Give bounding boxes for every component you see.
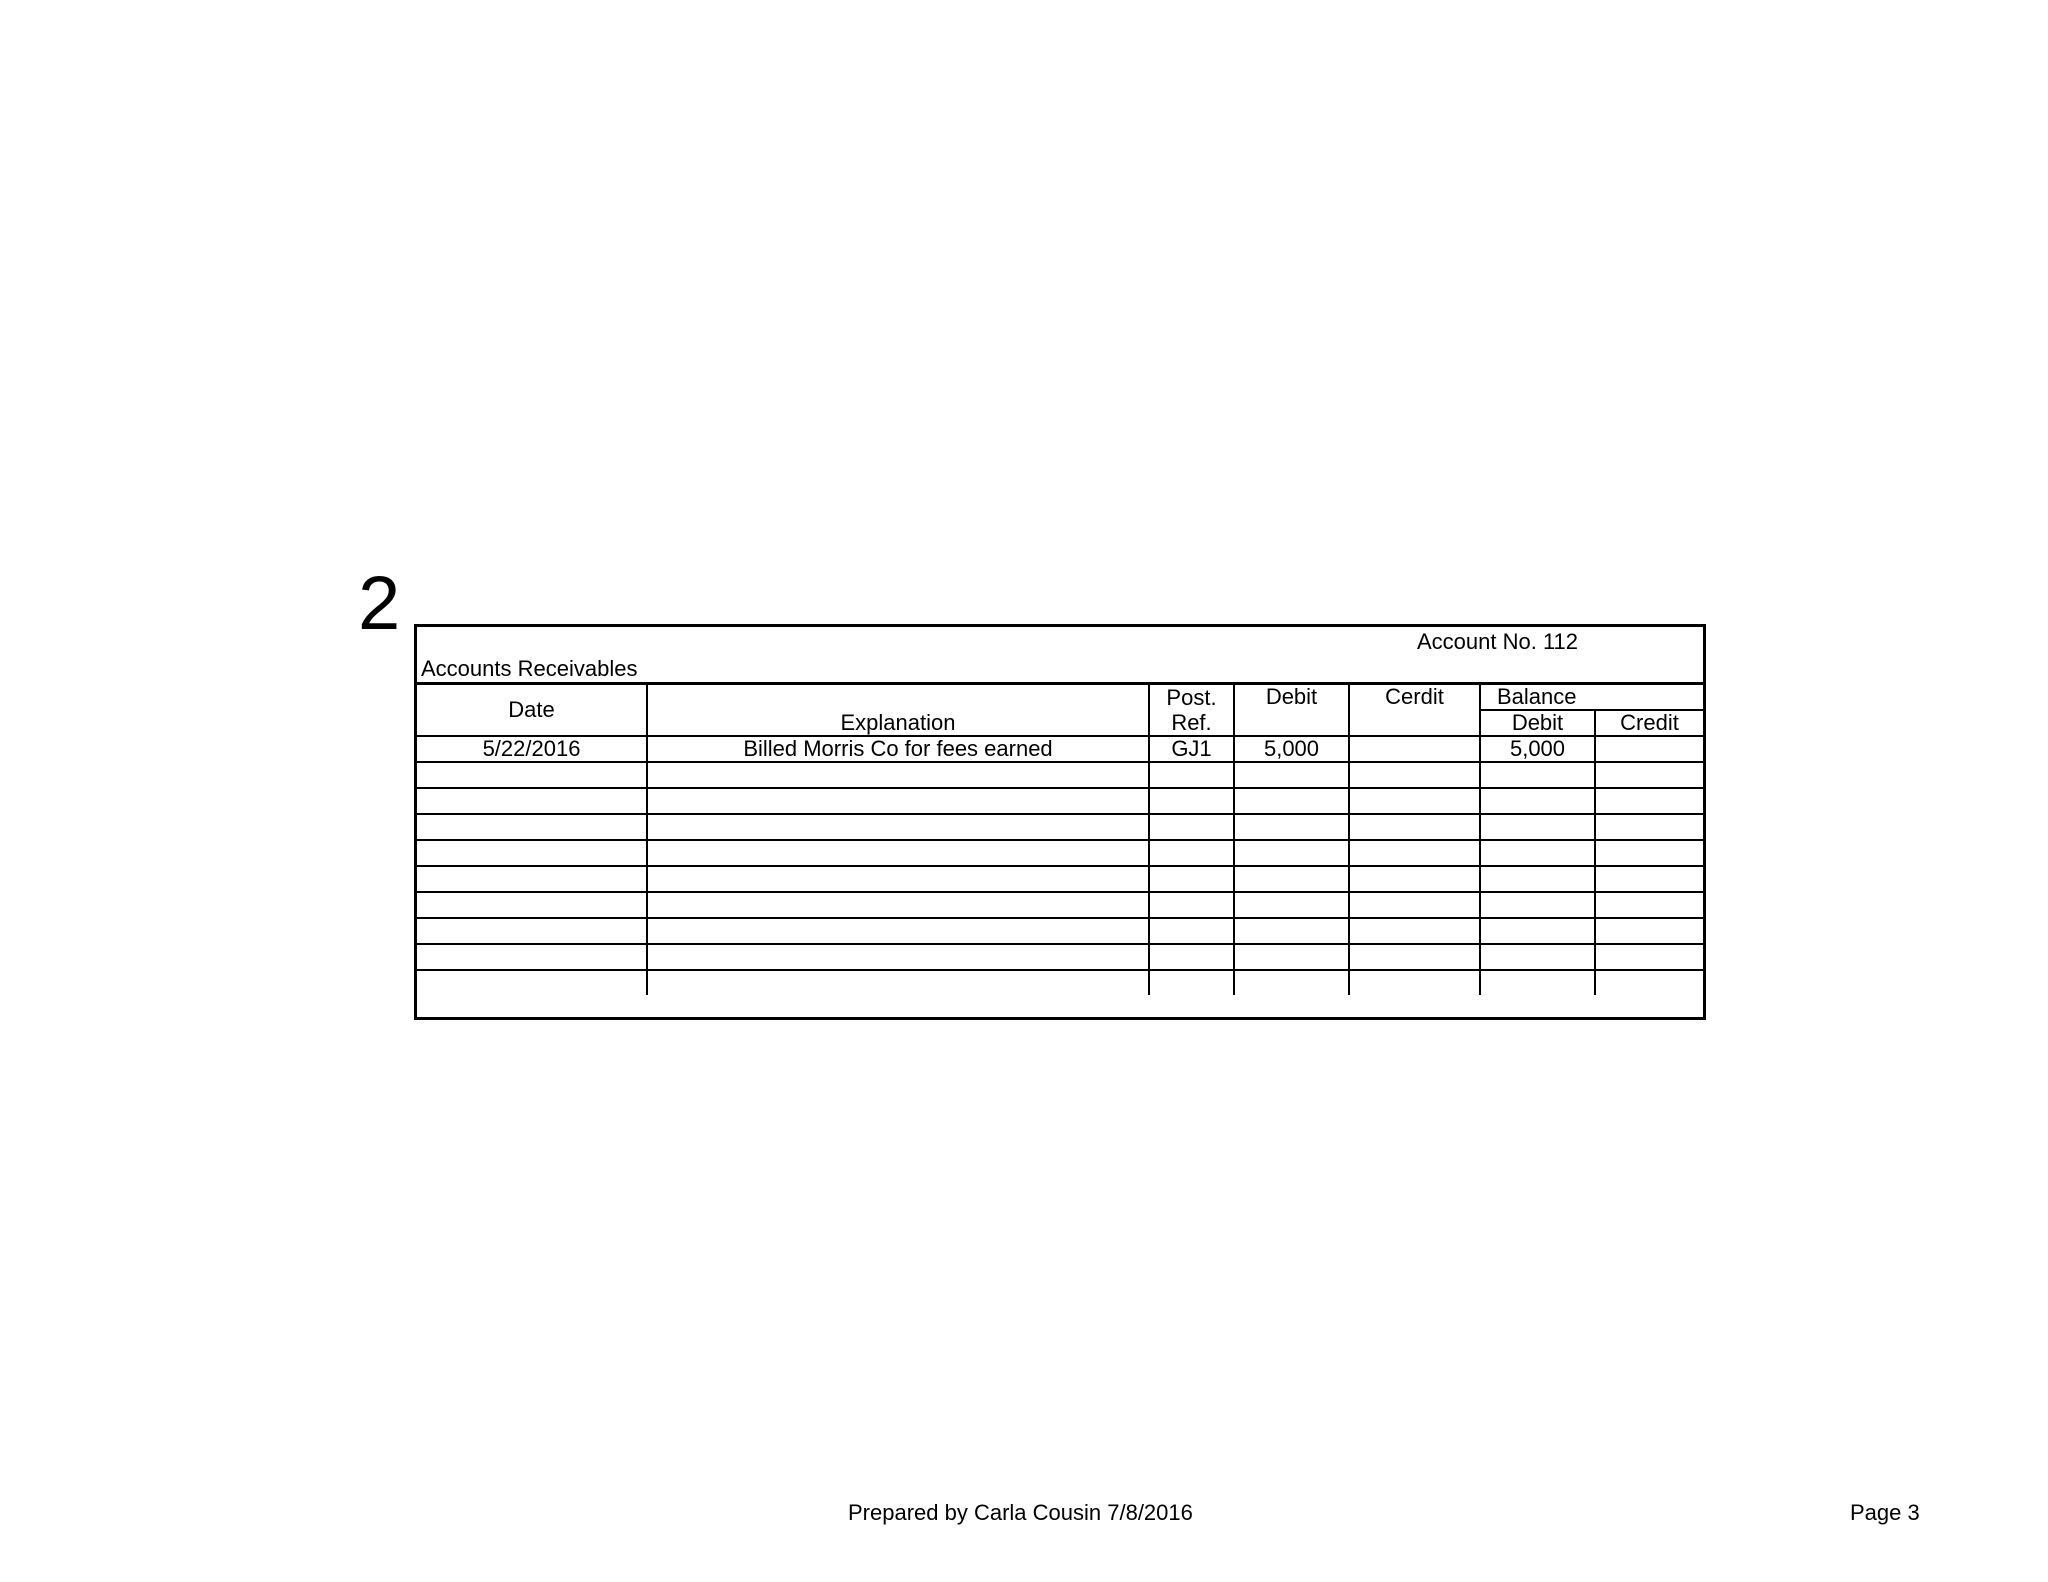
- balance-credit-cell: [1595, 814, 1703, 840]
- explanation-cell: [647, 814, 1149, 840]
- explanation-cell: [647, 840, 1149, 866]
- date-cell: [417, 788, 647, 814]
- table-row: [417, 918, 1703, 944]
- balance-credit-cell: [1595, 762, 1703, 788]
- post-ref-cell: [1149, 970, 1234, 995]
- debit-cell: [1234, 866, 1349, 892]
- ledger-title-bar: [417, 627, 1703, 685]
- debit-cell: [1234, 840, 1349, 866]
- table-row: [417, 944, 1703, 970]
- balance-debit-cell: [1480, 970, 1595, 995]
- credit-cell: [1349, 840, 1480, 866]
- post-ref-header-line2: Ref.: [1149, 710, 1234, 736]
- header-row-1: [417, 685, 1703, 710]
- date-cell: [417, 918, 647, 944]
- post-ref-cell: [1149, 788, 1234, 814]
- balance-credit-cell: [1595, 892, 1703, 918]
- date-cell: 5/22/2016: [417, 736, 647, 762]
- balance-debit-header: Debit: [1480, 710, 1595, 736]
- balance-credit-cell: [1595, 944, 1703, 970]
- balance-header: Balance: [1480, 685, 1703, 710]
- balance-credit-cell: [1595, 866, 1703, 892]
- table-row: [417, 762, 1703, 788]
- debit-cell: [1234, 918, 1349, 944]
- date-cell: [417, 866, 647, 892]
- balance-credit-cell: [1595, 840, 1703, 866]
- balance-debit-cell: [1480, 866, 1595, 892]
- page-number-footer: Page 3: [1850, 1500, 1920, 1525]
- debit-cell: 5,000: [1234, 736, 1349, 762]
- table-row: [417, 840, 1703, 866]
- table-row: [417, 970, 1703, 995]
- balance-debit-cell: 5,000: [1480, 736, 1595, 762]
- credit-header: Cerdit: [1349, 685, 1480, 736]
- balance-debit-cell: [1480, 918, 1595, 944]
- credit-cell: [1349, 762, 1480, 788]
- balance-credit-cell: [1595, 788, 1703, 814]
- balance-debit-cell: [1480, 840, 1595, 866]
- table-row: [417, 736, 1703, 762]
- explanation-cell: [647, 866, 1149, 892]
- post-ref-cell: [1149, 814, 1234, 840]
- general-ledger-account: [414, 624, 1706, 1020]
- date-header: Date: [417, 685, 647, 736]
- balance-debit-cell: [1480, 944, 1595, 970]
- step-number: 2: [358, 561, 401, 646]
- explanation-cell: [647, 944, 1149, 970]
- debit-header: Debit: [1234, 685, 1349, 736]
- post-ref-cell: [1149, 866, 1234, 892]
- table-row: [417, 788, 1703, 814]
- debit-cell: [1234, 944, 1349, 970]
- explanation-header: Explanation: [647, 685, 1149, 736]
- debit-cell: [1234, 814, 1349, 840]
- credit-cell: [1349, 944, 1480, 970]
- date-cell: [417, 762, 647, 788]
- debit-cell: [1234, 970, 1349, 995]
- date-cell: [417, 970, 647, 995]
- debit-cell: [1234, 762, 1349, 788]
- explanation-cell: [647, 970, 1149, 995]
- date-cell: [417, 840, 647, 866]
- credit-cell: [1349, 918, 1480, 944]
- explanation-cell: [647, 918, 1149, 944]
- post-ref-header-line1: Post.: [1149, 685, 1234, 710]
- balance-credit-cell: [1595, 736, 1703, 762]
- post-ref-cell: [1149, 840, 1234, 866]
- date-cell: [417, 892, 647, 918]
- table-row: [417, 866, 1703, 892]
- balance-credit-cell: [1595, 918, 1703, 944]
- balance-debit-cell: [1480, 788, 1595, 814]
- post-ref-cell: [1149, 892, 1234, 918]
- explanation-cell: [647, 788, 1149, 814]
- ledger-table: [417, 685, 1703, 995]
- balance-credit-cell: [1595, 970, 1703, 995]
- balance-credit-header: Credit: [1595, 710, 1703, 736]
- credit-cell: [1349, 788, 1480, 814]
- table-row: [417, 892, 1703, 918]
- account-name: Accounts Receivables: [421, 656, 638, 681]
- credit-cell: [1349, 814, 1480, 840]
- debit-cell: [1234, 788, 1349, 814]
- balance-debit-cell: [1480, 762, 1595, 788]
- explanation-cell: Billed Morris Co for fees earned: [647, 736, 1149, 762]
- credit-cell: [1349, 970, 1480, 995]
- credit-cell: [1349, 736, 1480, 762]
- date-cell: [417, 814, 647, 840]
- explanation-cell: [647, 892, 1149, 918]
- table-row: [417, 814, 1703, 840]
- prepared-by-footer: Prepared by Carla Cousin 7/8/2016: [848, 1500, 1193, 1525]
- date-cell: [417, 944, 647, 970]
- post-ref-cell: [1149, 944, 1234, 970]
- debit-cell: [1234, 892, 1349, 918]
- credit-cell: [1349, 892, 1480, 918]
- explanation-cell: [647, 762, 1149, 788]
- post-ref-cell: GJ1: [1149, 736, 1234, 762]
- post-ref-cell: [1149, 918, 1234, 944]
- post-ref-cell: [1149, 762, 1234, 788]
- credit-cell: [1349, 866, 1480, 892]
- account-number: Account No. 112: [1417, 629, 1579, 654]
- balance-debit-cell: [1480, 892, 1595, 918]
- balance-debit-cell: [1480, 814, 1595, 840]
